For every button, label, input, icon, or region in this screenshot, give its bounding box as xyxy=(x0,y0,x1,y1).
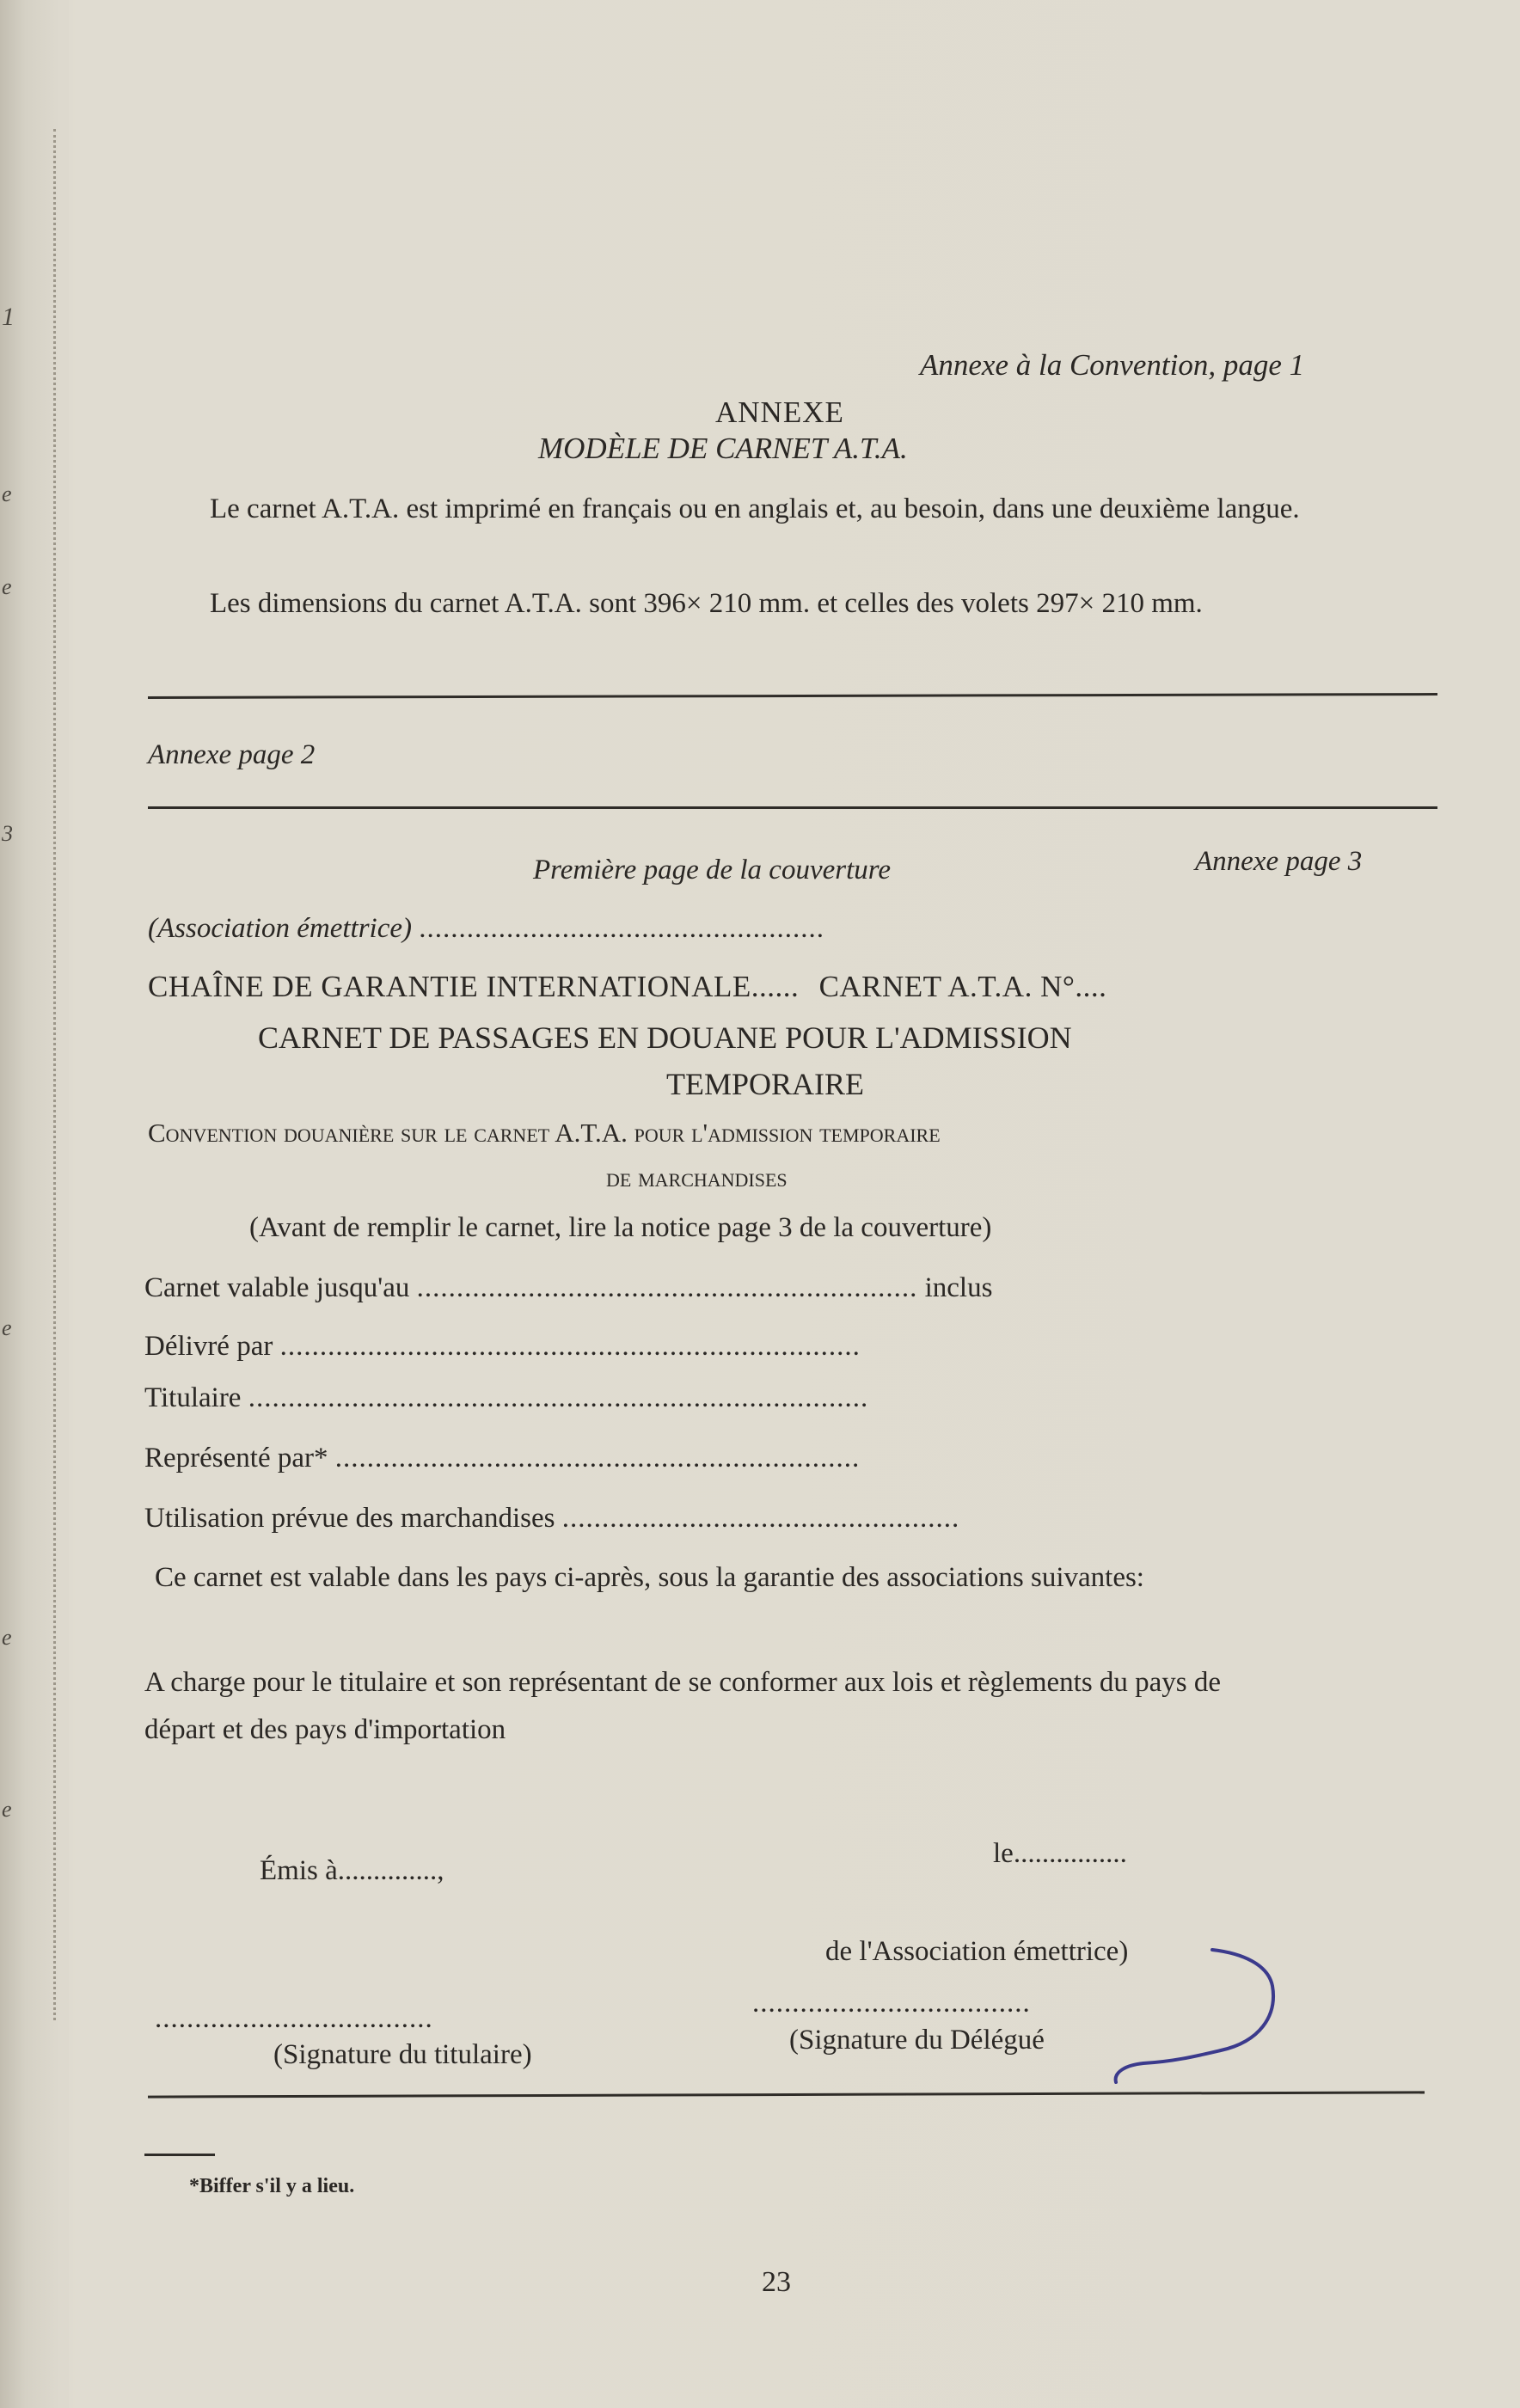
footnote: *Biffer s'il y a lieu. xyxy=(189,2175,355,2197)
carnet-title-line-1: CARNET DE PASSAGES EN DOUANE POUR L'ADMISSION xyxy=(258,1020,1072,1055)
delegate-signature-line: ................................... xyxy=(752,1988,1031,2019)
intro-paragraph-2: Les dimensions du carnet A.T.A. sont 396× 210 mm. et celles des volets 297× 210 mm. xyxy=(210,588,1203,619)
holder-signature-line: ................................... xyxy=(155,2003,433,2034)
field-label: Titulaire xyxy=(144,1382,242,1413)
margin-mark: e xyxy=(2,481,12,506)
guarantee-chain-label: CHAÎNE DE GARANTIE INTERNATIONALE...... xyxy=(148,970,800,1003)
field-intended-use xyxy=(144,1503,959,1535)
margin-mark: 1 xyxy=(2,303,15,331)
guarantee-chain-line xyxy=(148,970,1106,1004)
annex-page-2-label: Annexe page 2 xyxy=(148,739,316,770)
section-divider xyxy=(148,806,1437,809)
field-label: Délivré par xyxy=(144,1331,273,1362)
association-field xyxy=(148,913,824,945)
notice-instruction: (Avant de remplir le carnet, lire la notice page 3 de la couverture) xyxy=(249,1212,992,1243)
field-dots: .............................................................................. xyxy=(248,1382,869,1413)
field-suffix: inclus xyxy=(924,1272,993,1303)
margin-mark: 3 xyxy=(2,821,13,846)
binding-stitch xyxy=(53,129,59,2020)
intro-paragraph-1: Le carnet A.T.A. est imprimé en français ou en anglais et, au besoin, dans une deuxième langue. xyxy=(210,493,1300,524)
model-title: MODÈLE DE CARNET A.T.A. xyxy=(538,432,908,465)
annex-page-3-label: Annexe page 3 xyxy=(1195,846,1363,877)
field-dots: .................................................. xyxy=(561,1503,960,1534)
association-dots: ................................................... xyxy=(419,913,824,944)
field-issued-by xyxy=(144,1331,861,1363)
convention-line-2: de marchandises xyxy=(606,1162,788,1192)
page-reference: Annexe à la Convention, page 1 xyxy=(920,348,1305,382)
margin-mark: e xyxy=(2,1315,12,1340)
page-number: 23 xyxy=(762,2266,791,2298)
section-divider xyxy=(148,2091,1425,2098)
margin-mark: e xyxy=(2,1625,12,1650)
validity-paragraph: Ce carnet est valable dans les pays ci-après, sous la garantie des associations suivantes: xyxy=(155,1562,1144,1593)
handwritten-bracket-mark xyxy=(1092,1934,1298,2089)
cover-heading: Première page de la couverture xyxy=(533,855,892,885)
association-label: (Association émettrice) xyxy=(148,913,412,944)
annex-title: ANNEXE xyxy=(715,395,844,429)
issued-at-field: Émis à.............., xyxy=(260,1855,444,1886)
date-field: le................ xyxy=(993,1838,1127,1869)
section-divider xyxy=(148,693,1437,699)
field-holder xyxy=(144,1382,868,1414)
field-dots: ............................................................... xyxy=(416,1272,918,1303)
field-label: Carnet valable jusqu'au xyxy=(144,1272,410,1303)
field-label: Utilisation prévue des marchandises xyxy=(144,1503,555,1534)
carnet-title-line-2: TEMPORAIRE xyxy=(666,1067,865,1101)
field-dots: .................................................................. xyxy=(334,1443,861,1474)
field-label: Représenté par* xyxy=(144,1443,328,1474)
carnet-number-label: CARNET A.T.A. N°.... xyxy=(818,970,1107,1003)
charge-paragraph: A charge pour le titulaire et son représentant de se conformer aux lois et règlements du pays de départ et des pays d'importation xyxy=(144,1667,1222,1745)
field-valid-until xyxy=(144,1272,992,1304)
field-represented-by xyxy=(144,1443,860,1474)
delegate-signature-label: (Signature du Délégué xyxy=(789,2025,1045,2056)
holder-signature-label: (Signature du titulaire) xyxy=(273,2039,532,2070)
footnote-rule xyxy=(144,2154,215,2156)
field-dots: ......................................................................... xyxy=(279,1331,861,1362)
convention-line-1: Convention douanière sur le carnet A.T.A. pour l'admission temporaire xyxy=(148,1118,941,1148)
margin-mark: e xyxy=(2,1797,12,1822)
margin-mark: e xyxy=(2,574,12,599)
issuing-association-label: de l'Association émettrice) xyxy=(825,1936,1129,1967)
